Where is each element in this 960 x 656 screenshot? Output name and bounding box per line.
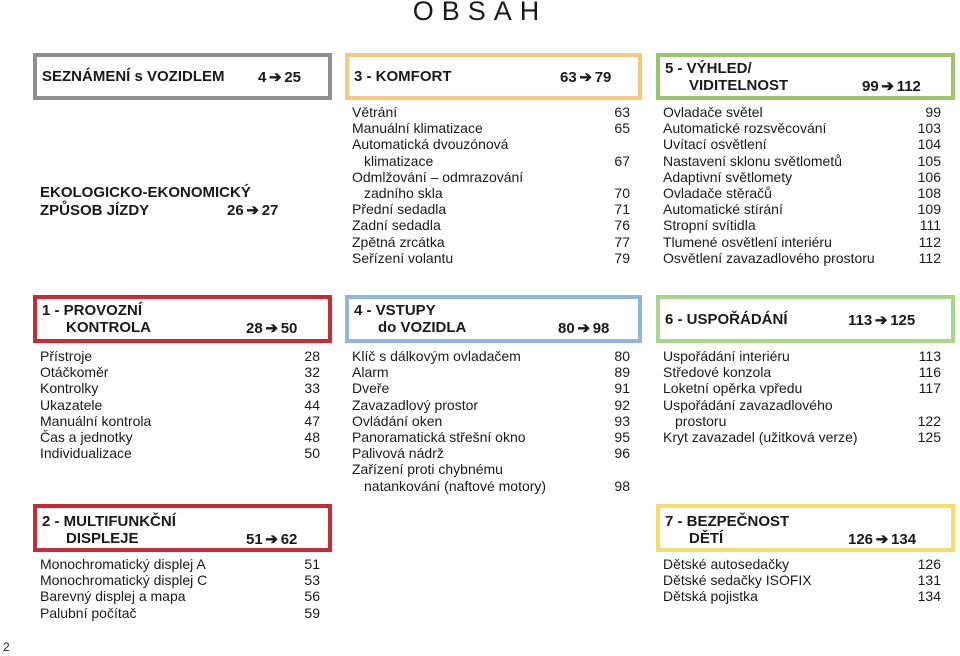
- toc-entry-page: 112: [918, 233, 941, 250]
- toc-entry-label: Uspořádání interiéru: [663, 348, 790, 364]
- toc-entry-page: 98: [614, 477, 630, 494]
- toc-entry[interactable]: [352, 136, 630, 152]
- toc-entry[interactable]: [40, 605, 320, 621]
- arrow-right-icon: ➔: [579, 69, 592, 86]
- toc-entry-label: Ovladače světel: [663, 104, 763, 120]
- section-title: 5 - VÝHLED/: [665, 60, 752, 77]
- toc-entry-page: 48: [304, 429, 320, 446]
- toc-entry-label: Zařízení proti chybnému: [352, 461, 503, 478]
- section-title: 1 - PROVOZNÍ: [42, 302, 143, 319]
- toc-entry-page: 122: [917, 412, 941, 429]
- toc-entry-page: 56: [304, 588, 320, 605]
- toc-entry[interactable]: [40, 572, 320, 588]
- toc-entry-label: Osvětlení zavazadlového prostoru: [663, 249, 875, 266]
- toc-entry[interactable]: [40, 348, 320, 364]
- section-subtitle: DISPLEJE: [66, 530, 139, 547]
- section-subtitle: DĚTÍ: [689, 530, 724, 547]
- toc-entry-label: Kryt zavazadel (užitková verze): [663, 429, 858, 446]
- toc-entry[interactable]: [663, 104, 941, 120]
- toc-entry[interactable]: [663, 572, 941, 588]
- page-range: 28 ➔ 50: [246, 320, 298, 337]
- toc-entry-page: 51: [304, 556, 320, 572]
- page-range: 63 ➔ 79: [560, 69, 612, 86]
- section-eko[interactable]: [40, 184, 279, 220]
- toc-entry-page: 106: [917, 168, 941, 185]
- toc-entry-page: 104: [917, 136, 941, 153]
- toc-entry-label: Otáčkoměr: [40, 364, 109, 381]
- toc-entry-label: klimatizace: [364, 152, 434, 169]
- arrow-right-icon: ➔: [246, 202, 259, 219]
- toc-entry-label: Zavazadlový prostor: [352, 396, 479, 413]
- toc-entry-label: Tlumené osvětlení interiéru: [663, 233, 832, 250]
- toc-entry-label: Palubní počítač: [40, 604, 137, 621]
- toc-entry-label: Ovladače stěračů: [663, 185, 772, 202]
- toc-entry-page: 134: [917, 588, 941, 605]
- toc-entry[interactable]: [663, 588, 941, 604]
- toc-entry-label: Loketní opěrka vpředu: [663, 380, 803, 397]
- arrow-right-icon: ➔: [881, 78, 894, 95]
- toc-entry[interactable]: [352, 380, 630, 396]
- toc-entry-page: 80: [614, 348, 630, 364]
- section-header-komfort[interactable]: [345, 53, 642, 100]
- toc-entry[interactable]: [352, 120, 630, 136]
- page-range: 26 ➔ 27: [227, 202, 279, 219]
- toc-entry[interactable]: [663, 169, 941, 185]
- toc-entry-label: Klíč s dálkovým ovladačem: [352, 348, 521, 364]
- toc-entry-label: Seřízení volantu: [352, 249, 454, 266]
- section-header-vyhled[interactable]: [656, 53, 955, 100]
- toc-entry[interactable]: [352, 461, 630, 477]
- toc-entry-label: Automatické stírání: [663, 201, 783, 218]
- toc-entry-label: Čas a jednotky: [40, 429, 133, 446]
- toc-entry-page: 99: [925, 104, 941, 120]
- toc-entry[interactable]: [663, 217, 941, 233]
- toc-entry-page: 96: [614, 445, 630, 462]
- toc-entry-page: 125: [917, 429, 941, 446]
- toc-entry[interactable]: [352, 169, 630, 185]
- toc-entry[interactable]: [352, 153, 630, 169]
- toc-entry-page: 103: [917, 120, 941, 137]
- page-title: OBSAH: [412, 0, 548, 26]
- page-range: 113 ➔ 125: [848, 312, 916, 329]
- toc-entry-label: Automatická dvouzónová: [352, 136, 509, 153]
- toc-entry-label: Dveře: [352, 380, 390, 397]
- toc-entry[interactable]: [352, 348, 630, 364]
- toc-entry-label: Adaptivní světlomety: [663, 168, 793, 185]
- toc-entry[interactable]: [40, 445, 320, 461]
- toc-entry-label: Panoramatická střešní okno: [352, 429, 526, 446]
- toc-entry[interactable]: [663, 136, 941, 152]
- toc-entry-label: Monochromatický displej C: [40, 572, 208, 589]
- toc-entry-label: Dětská pojistka: [663, 588, 758, 605]
- section-title: 3 - KOMFORT: [354, 68, 452, 85]
- section-header-deti[interactable]: [656, 504, 955, 552]
- section-header-vstupy[interactable]: [345, 295, 642, 343]
- toc-entry-label: Manuální klimatizace: [352, 120, 483, 137]
- toc-entry-label: natankování (naftové motory): [364, 477, 547, 494]
- toc-entry-page: 50: [304, 445, 320, 462]
- toc-entry[interactable]: [352, 397, 630, 413]
- arrow-right-icon: ➔: [874, 312, 888, 329]
- toc-entry[interactable]: [352, 413, 630, 429]
- toc-entry-label: Zadní sedadla: [352, 217, 441, 234]
- toc-entry[interactable]: [40, 364, 320, 380]
- toc-entry-page: 116: [918, 364, 941, 381]
- section-list-deti: [663, 556, 941, 605]
- section-list-usporadani: [663, 348, 941, 445]
- arrow-right-icon: ➔: [875, 531, 889, 548]
- toc-entry-page: 92: [614, 396, 630, 413]
- toc-entry-label: prostoru: [675, 412, 727, 429]
- toc-entry-page: 33: [304, 380, 320, 397]
- section-subtitle: do VOZIDLA: [378, 319, 467, 336]
- toc-entry-page: 91: [614, 380, 630, 397]
- section-title: 6 - USPOŘÁDÁNÍ: [665, 311, 788, 328]
- section-subtitle: KONTROLA: [66, 319, 151, 336]
- toc-entry-label: Přední sedadla: [352, 201, 447, 218]
- toc-entry[interactable]: [663, 250, 941, 266]
- page-range: 126 ➔ 134: [848, 531, 917, 548]
- toc-entry-label: Palivová nádrž: [352, 445, 444, 462]
- toc-entry[interactable]: [663, 429, 941, 445]
- section-title: SEZNÁMENÍ s VOZIDLEM: [42, 68, 225, 85]
- toc-entry-label: Odmlžování – odmrazování: [352, 168, 524, 185]
- toc-entry-page: 65: [614, 120, 630, 137]
- toc-entry[interactable]: [663, 364, 941, 380]
- toc-entry[interactable]: [40, 397, 320, 413]
- toc-entry[interactable]: [352, 364, 630, 380]
- toc-entry-page: 71: [614, 201, 630, 218]
- toc-entry[interactable]: [352, 201, 630, 217]
- section-header-usporadani[interactable]: [656, 295, 955, 343]
- toc-entry-label: Větrání: [352, 104, 398, 120]
- toc-entry-label: Barevný displej a mapa: [40, 588, 186, 605]
- toc-entry-label: Stropní svítidla: [663, 217, 756, 234]
- toc-entry[interactable]: [352, 185, 630, 201]
- section-header-multi[interactable]: [33, 504, 332, 552]
- toc-entry-page: 53: [304, 572, 320, 589]
- arrow-right-icon: ➔: [577, 320, 590, 337]
- toc-entry[interactable]: [663, 556, 941, 572]
- arrow-right-icon: ➔: [265, 320, 278, 337]
- toc-entry-page: 93: [614, 412, 630, 429]
- arrow-right-icon: ➔: [269, 69, 282, 86]
- toc-entry-page: 113: [918, 348, 941, 364]
- toc-entry-page: 95: [614, 429, 630, 446]
- section-subtitle: VIDITELNOST: [689, 77, 789, 94]
- section-list-vyhled: [663, 104, 941, 266]
- toc-entry[interactable]: [40, 413, 320, 429]
- toc-entry-label: Ovládání oken: [352, 412, 443, 429]
- section-title: 4 - VSTUPY: [354, 302, 436, 319]
- toc-entry[interactable]: [352, 104, 630, 120]
- section-header-intro[interactable]: [33, 53, 332, 100]
- toc-entry-label: Dětské sedačky ISOFIX: [663, 572, 812, 589]
- section-list-multi: [40, 556, 320, 621]
- toc-entry-page: 79: [614, 249, 630, 266]
- toc-entry-page: 47: [304, 412, 320, 429]
- toc-entry[interactable]: [352, 234, 630, 250]
- toc-entry-label: Dětské autosedačky: [663, 556, 790, 572]
- toc-entry-page: 131: [917, 572, 941, 589]
- toc-entry-label: Nastavení sklonu světlometů: [663, 152, 842, 169]
- toc-entry[interactable]: [40, 429, 320, 445]
- toc-entry-label: Kontrolky: [40, 380, 99, 397]
- toc-entry-label: Automatické rozsvěcování: [663, 120, 827, 137]
- page-range: 51 ➔ 62: [246, 531, 298, 548]
- section-header-provozni[interactable]: [33, 295, 332, 343]
- page-range: 4 ➔ 25: [258, 69, 302, 86]
- toc-entry-page: 67: [614, 152, 630, 169]
- toc-entry-label: Uspořádání zavazadlového: [663, 396, 833, 413]
- toc-entry[interactable]: [663, 380, 941, 396]
- toc-entry[interactable]: [352, 217, 630, 233]
- toc-entry-page: 70: [614, 185, 630, 202]
- toc-entry[interactable]: [40, 556, 320, 572]
- toc-entry[interactable]: [663, 201, 941, 217]
- page-range: 99 ➔ 112: [862, 78, 921, 95]
- toc-entry[interactable]: [663, 234, 941, 250]
- toc-entry-label: zadního skla: [364, 185, 443, 202]
- toc-entry-page: 32: [304, 364, 320, 381]
- toc-entry-label: Alarm: [352, 364, 389, 381]
- toc-entry-page: 108: [917, 185, 941, 202]
- toc-entry[interactable]: [40, 380, 320, 396]
- toc-entry-page: 77: [614, 233, 630, 250]
- toc-entry[interactable]: [663, 413, 941, 429]
- toc-entry-page: 105: [917, 152, 941, 169]
- toc-entry-page: 63: [614, 104, 630, 120]
- toc-entry-label: Přístroje: [40, 348, 93, 364]
- toc-entry[interactable]: [40, 588, 320, 604]
- section-list-provozni: [40, 348, 320, 461]
- toc-entry-label: Individualizace: [40, 445, 132, 462]
- section-list-komfort: [352, 104, 630, 266]
- toc-entry[interactable]: [663, 397, 941, 413]
- toc-entry[interactable]: [352, 250, 630, 266]
- toc-entry[interactable]: [352, 429, 630, 445]
- toc-entry-page: 59: [304, 604, 320, 621]
- section-title: EKOLOGICKO-EKONOMICKÝ: [40, 184, 251, 201]
- toc-entry-label: Zpětná zrcátka: [352, 233, 445, 250]
- toc-entry-page: 112: [918, 249, 941, 266]
- toc-entry-label: Monochromatický displej A: [40, 556, 206, 572]
- toc-entry[interactable]: [352, 478, 630, 494]
- toc-entry[interactable]: [663, 120, 941, 136]
- toc-entry[interactable]: [663, 153, 941, 169]
- toc-entry-page: 126: [917, 556, 941, 572]
- arrow-right-icon: ➔: [265, 531, 278, 548]
- toc-entry[interactable]: [352, 445, 630, 461]
- toc-entry-label: Ukazatele: [40, 396, 103, 413]
- toc-entry[interactable]: [663, 348, 941, 364]
- toc-entry[interactable]: [663, 185, 941, 201]
- section-list-vstupy: [352, 348, 630, 494]
- section-title: 2 - MULTIFUNKČNÍ: [42, 513, 176, 530]
- toc-entry-label: Uvítací osvětlení: [663, 136, 767, 153]
- toc-entry-page: 109: [917, 201, 941, 218]
- toc-entry-label: Středové konzola: [663, 364, 772, 381]
- toc-entry-page: 89: [614, 364, 630, 381]
- page-range: 80 ➔ 98: [558, 320, 610, 337]
- toc-entry-label: Manuální kontrola: [40, 412, 152, 429]
- toc-entry-page: 28: [304, 348, 320, 364]
- toc-entry-page: 44: [304, 396, 320, 413]
- toc-entry-page: 117: [918, 380, 941, 397]
- toc-entry-page: 76: [614, 217, 630, 234]
- section-title: 7 - BEZPEČNOST: [665, 513, 790, 530]
- section-subtitle: ZPŮSOB JÍZDY: [40, 202, 150, 219]
- page-number: 2: [3, 640, 10, 654]
- toc-entry-page: 111: [919, 217, 941, 234]
